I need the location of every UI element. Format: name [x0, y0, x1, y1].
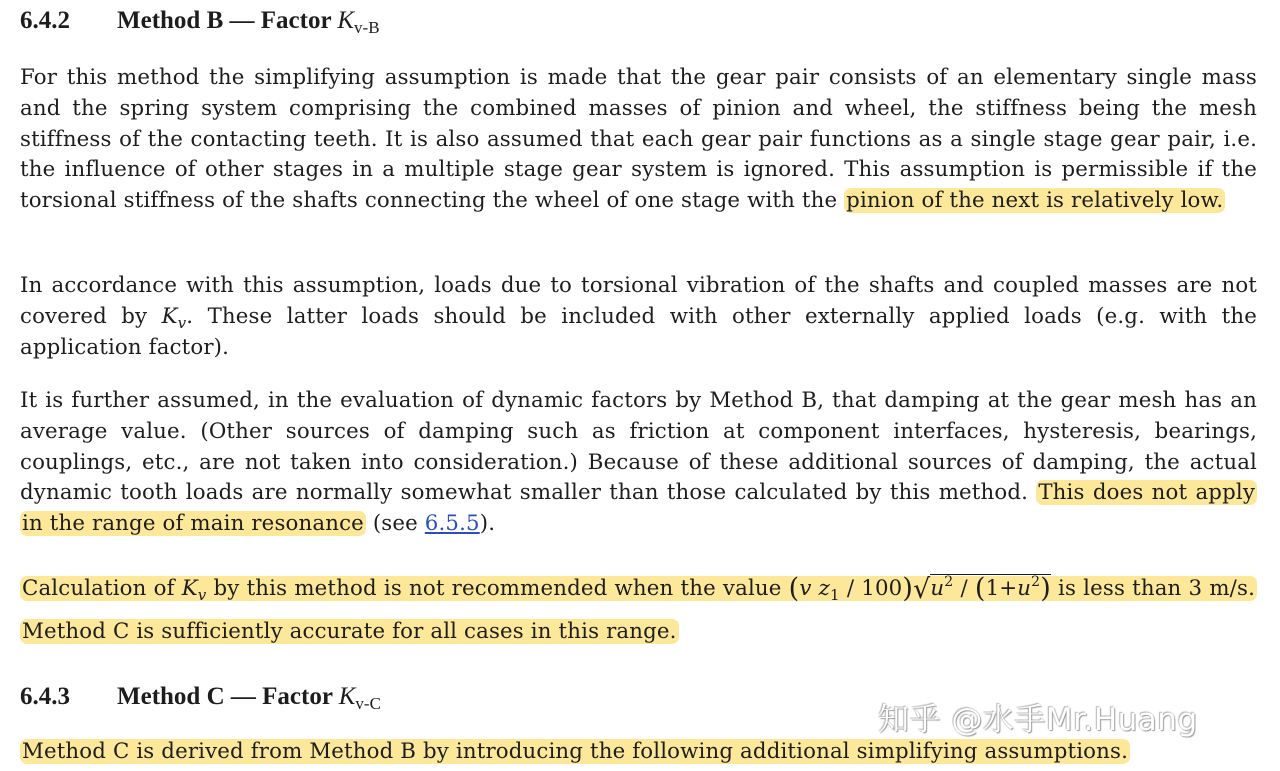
paragraph-1: For this method the simplifying assumption is made that the gear pair consists of an elementary single mass and the spring system comprising the combined masses of pinion and wheel, the stiffness being the mesh stiffness of the contacting teeth. It is also assumed that each gear pair functions as a single stage gear pair, i.e. the influence of other stages in a multiple stage gear system is ignored. This assumption is permissible if the torsional stiffness of the shafts connecting the wheel of one stage with the pinion of the next is relatively low. [20, 65, 1257, 214]
paragraph-2: In accordance with this assumption, loads due to torsional vibration of the shafts and coupled masses are not covered by $K_v$. These latter loads should be included with other externally applied loads (e.g. with the application factor). [20, 273, 1258, 360]
factor-symbol: $K_{v-C}$ [338, 683, 381, 713]
section-heading-6-4-3 [20, 682, 381, 712]
section-title: Method C — Factor [117, 683, 339, 710]
paragraph-5 [20, 737, 1257, 768]
paragraph-3: It is further assumed, in the evaluation of dynamic factors by Method B, that damping at the gear mesh has an average value. (Other sources of damping such as friction at component interfaces, hysteresis, bearings, couplings, etc., are not taken into consideration.) Because of these additional sources of damping, the actual dynamic tooth loads are normally somewhat smaller than those calculated by this method. This does not apply in the range of main resonance (see 6.5.5). [20, 388, 1257, 537]
section-number: 6.4.3 [20, 683, 70, 710]
highlight-3: This does not apply in the range of main resonance [22, 480, 1256, 537]
watermark: 知乎 @水手Mr.Huang [878, 702, 1198, 738]
highlight-4: Calculation of $K_v$ by this method is not recommended when the value (v $z_1 / 100)√u^2 / (1+u^2)$ is less than 3 m/s. Method C is sufficiently accurate for all cases in this range. [22, 573, 1256, 644]
section-number: 6.4.2 [20, 7, 70, 34]
section-title: Method B — Factor [117, 7, 338, 34]
factor-symbol: $K_{v-B}$ [337, 7, 380, 37]
highlight-1: pinion of the next is relatively low. [846, 188, 1224, 214]
kv-symbol: $K_v$ [161, 303, 187, 332]
paragraph-4 [20, 568, 1257, 653]
highlight-5: Method C is derived from Method B by introducing the following additional simplifying assumptions. [22, 739, 1129, 764]
velocity-formula: (v $z_1 / 100)√u^2 / (1+u^2)$ [788, 573, 1051, 605]
section-link-6-5-5[interactable]: 6.5.5 [424, 511, 480, 537]
section-heading-6-4-2 [20, 6, 380, 36]
